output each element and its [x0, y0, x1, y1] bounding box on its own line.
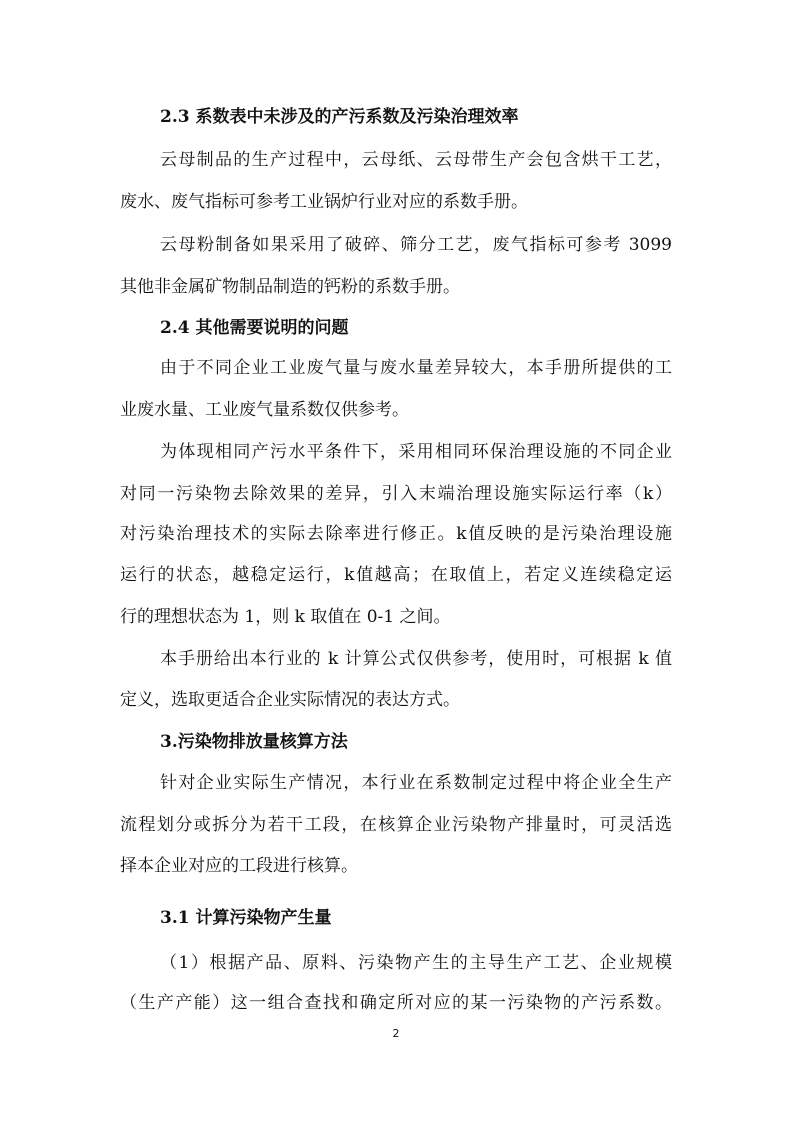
section-heading-3: 3.污染物排放量核算方法: [160, 732, 348, 752]
paragraph-line: 流程划分或拆分为若干工段，在核算企业污染物产排量时，可灵活选: [120, 815, 672, 835]
paragraph-line: （1）根据产品、原料、污染物产生的主导生产工艺、企业规模: [160, 953, 672, 973]
section-heading-3-1: 3.1 计算污染物产生量: [160, 908, 332, 928]
paragraph-line: 云母制品的生产过程中，云母纸、云母带生产会包含烘干工艺，: [160, 150, 672, 170]
paragraph-line: 定义，选取更适合企业实际情况的表达方式。: [120, 690, 460, 710]
paragraph-line: 为体现相同产污水平条件下，采用相同环保治理设施的不同企业: [160, 442, 672, 462]
section-heading-2-3: 2.3 系数表中未涉及的产污系数及污染治理效率: [160, 107, 519, 127]
paragraph-line: 业废水量、工业废气量系数仅供参考。: [120, 400, 409, 420]
paragraph-line: 对污染治理技术的实际去除率进行修正。k值反映的是污染治理设施: [120, 524, 672, 544]
paragraph-line: 针对企业实际生产情况，本行业在系数制定过程中将企业全生产: [160, 773, 672, 793]
paragraph-line: 运行的状态，越稳定运行，k值越高；在取值上，若定义连续稳定运: [120, 565, 672, 585]
paragraph-line: 废水、废气指标可参考工业锅炉行业对应的系数手册。: [120, 192, 528, 212]
paragraph-line: 其他非金属矿物制品制造的钙粉的系数手册。: [120, 277, 460, 297]
paragraph-line: 行的理想状态为 1，则 k 取值在 0-1 之间。: [120, 607, 451, 627]
section-heading-2-4: 2.4 其他需要说明的问题: [160, 318, 349, 338]
paragraph-line: 择本企业对应的工段进行核算。: [120, 856, 358, 876]
paragraph-line: 由于不同企业工业废气量与废水量差异较大，本手册所提供的工: [160, 358, 672, 378]
page-number: 2: [392, 1027, 400, 1040]
paragraph-line: 对同一污染物去除效果的差异，引入末端治理设施实际运行率（k）: [120, 484, 672, 504]
paragraph-line: 云母粉制备如果采用了破碎、筛分工艺，废气指标可参考 3099: [160, 235, 672, 255]
paragraph-line: （生产产能）这一组合查找和确定所对应的某一污染物的产污系数。: [120, 993, 672, 1013]
paragraph-line: 本手册给出本行业的 k 计算公式仅供参考，使用时，可根据 k 值: [160, 649, 672, 669]
